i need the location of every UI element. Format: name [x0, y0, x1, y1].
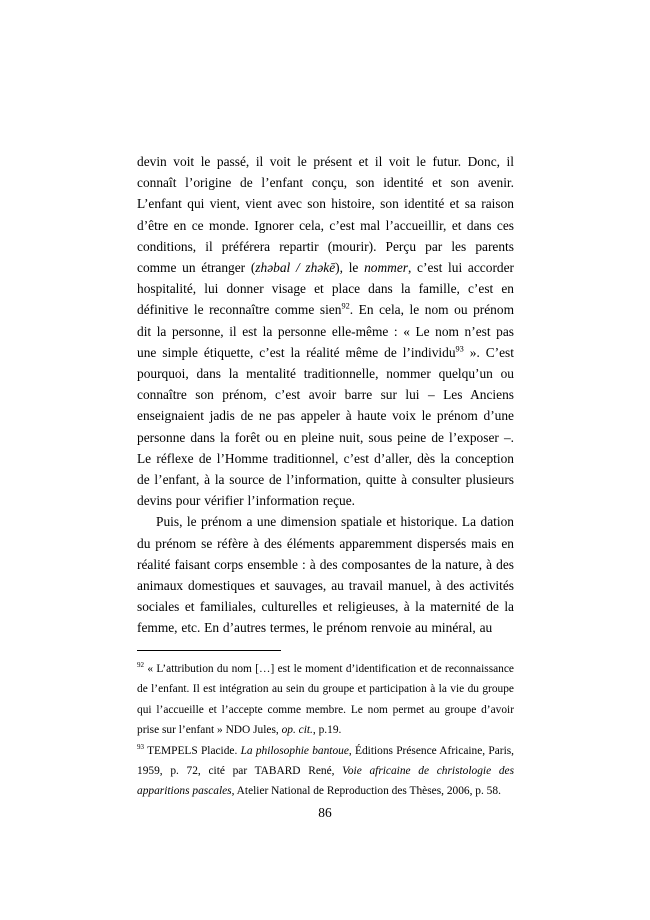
- body-text: [137, 151, 514, 639]
- footnote-area: [137, 650, 514, 802]
- footnote-92: $^{92}$ « L’attribution du nom […] est le moment d’identification et de reconnaissance de l’enfant. Il est intégration au sein du groupe et participation à la vie du groupe qui l’accueille et l’accepte comme membre. Le nom permet au groupe d’avoir prise sur l’enfant » NDO Jules, op. cit., p.19.: [137, 661, 514, 737]
- paragraph-1: devin voit le passé, il voit le présent et il voit le futur. Donc, il connaît l’origine de l’enfant conçu, son identité et son avenir. L’enfant qui vient, vient avec son histoire, son identité et sa raison d’être en ce monde. Ignorer cela, c’est mal l’accueillir, et dans ces conditions, il préférera repartir (mourir). Perçu par les parents comme un étranger (zhəbal / zhəkē), le nommer, c’est lui accorder hospitalité, lui donner visage et place dans la famille, c’est en définitive le reconnaître comme sien$^{92}$. En cela, le nom ou prénom dit la personne, il est la personne elle-même : « Le nom n’est pas une simple étiquette, c’est la réalité même de l’individu$^{93}$ ». C’est pourquoi, dans la mentalité traditionnelle, nommer quelqu’un ou connaître son prénom, c’est avoir barre sur lui – Les Anciens enseignaient jadis de ne pas appeler à haute voix le prénom d’une personne dans la forêt ou en pleine nuit, sous peine de l’exposer –. Le réflexe de l’Homme traditionnel, c’est d’aller, dès la conception de l’enfant, à la source de l’information, quitte à consulter plusieurs devins pour vérifier l’information reçue.: [137, 154, 514, 509]
- page-number: 86: [318, 805, 332, 820]
- footnote-93: $^{93}$ TEMPELS Placide. La philosophie bantoue, Éditions Présence Africaine, Paris, 1959, p. 72, cité par TABARD René, Voie africaine de christologie des apparitions pascales, Atelier National de Reproduction des Thèses, 2006, p. 58.: [137, 742, 515, 798]
- paragraph-2: Puis, le prénom a une dimension spatiale et historique. La dation du prénom se réfère à des éléments apparemment dispersés mais en réalité faisant corps ensemble : à des composantes de la nature, à des animaux domestiques et sauvages, au travail manuel, à des activités sociales et familiales, culturelles et religieuses, à la maternité de la femme, etc. En d’autres termes, le prénom renvoie au minéral, au: [137, 514, 514, 636]
- footnote-separator: [137, 650, 281, 651]
